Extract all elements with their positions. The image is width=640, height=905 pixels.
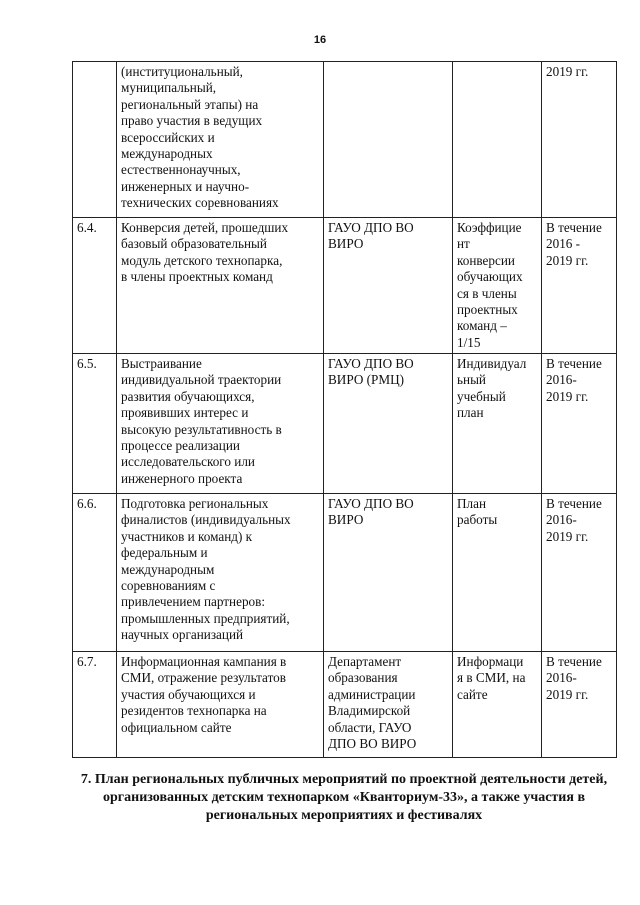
table-row	[73, 62, 617, 218]
table-row	[73, 354, 617, 494]
indicator-cell	[453, 494, 542, 652]
activity-text: (институциональный, муниципальный, региональный этапы) на право участия в ведущих всероссийских и международных естественнонаучных, инженерных и научно- технических соревнованиях	[121, 64, 279, 211]
table-row	[73, 218, 617, 354]
activity-cell	[117, 218, 324, 354]
row-number-cell	[73, 218, 117, 354]
term-text: В течение 2016- 2019 гг.	[546, 496, 602, 544]
executor-text: Департамент образования администрации Владимирской области, ГАУО ДПО ВО ВИРО	[328, 654, 417, 752]
indicator-text: План работы	[457, 496, 498, 528]
term-text: В течение 2016- 2019 гг.	[546, 356, 602, 404]
table-row	[73, 652, 617, 758]
row-number: 6.6.	[77, 496, 97, 511]
indicator-cell	[453, 62, 542, 218]
executor-cell	[324, 652, 453, 758]
indicator-text: Индивидуал ьный учебный план	[457, 356, 527, 421]
section-heading: 7. План региональных публичных мероприятий по проектной деятельности детей, организованных детским технопарком «Кванториум-33», а также участия в региональных мероприятиях и фестивалях	[80, 772, 608, 823]
activity-cell	[117, 62, 324, 218]
table-row	[73, 494, 617, 652]
executor-cell	[324, 494, 453, 652]
term-text: В течение 2016 - 2019 гг.	[546, 220, 602, 268]
indicator-text: Коэффицие нт конверсии обучающих ся в члены проектных команд – 1/15	[457, 220, 523, 350]
indicator-cell	[453, 354, 542, 494]
indicator-cell	[453, 652, 542, 758]
executor-text: ГАУО ДПО ВО ВИРО	[328, 496, 414, 528]
plan-table	[72, 61, 617, 758]
term-text: 2019 гг.	[546, 64, 589, 79]
activity-text: Конверсия детей, прошедших базовый образовательный модуль детского технопарка, в члены проектных команд	[121, 220, 289, 285]
row-number-cell	[73, 62, 117, 218]
executor-cell	[324, 218, 453, 354]
term-cell	[542, 62, 617, 218]
executor-cell	[324, 354, 453, 494]
activity-text: Информационная кампания в СМИ, отражение результатов участия обучающихся и резидентов технопарка на официальном сайте	[121, 654, 287, 735]
activity-cell	[117, 354, 324, 494]
term-cell	[542, 494, 617, 652]
term-cell	[542, 652, 617, 758]
row-number: 6.7.	[77, 654, 97, 669]
indicator-cell	[453, 218, 542, 354]
row-number-cell	[73, 494, 117, 652]
executor-text: ГАУО ДПО ВО ВИРО (РМЦ)	[328, 356, 414, 388]
indicator-text: Информаци я в СМИ, на сайте	[457, 654, 526, 702]
row-number-cell	[73, 354, 117, 494]
activity-cell	[117, 652, 324, 758]
term-cell	[542, 218, 617, 354]
activity-text: Выстраивание индивидуальной траектории развития обучающихся, проявивших интерес и высокую результативность в процессе реализации исследовательского или инженерного проекта	[121, 356, 282, 486]
row-number: 6.5.	[77, 356, 97, 371]
row-number: 6.4.	[77, 220, 97, 235]
executor-text: ГАУО ДПО ВО ВИРО	[328, 220, 414, 252]
executor-cell	[324, 62, 453, 218]
term-text: В течение 2016- 2019 гг.	[546, 654, 602, 702]
term-cell	[542, 354, 617, 494]
row-number-cell	[73, 652, 117, 758]
activity-text: Подготовка региональных финалистов (индивидуальных участников и команд) к федеральным и международным соревнованиям с привлечением партнеров: промышленных предприятий, научных организаций	[121, 496, 291, 643]
activity-cell	[117, 494, 324, 652]
page-number: 16	[313, 34, 327, 46]
